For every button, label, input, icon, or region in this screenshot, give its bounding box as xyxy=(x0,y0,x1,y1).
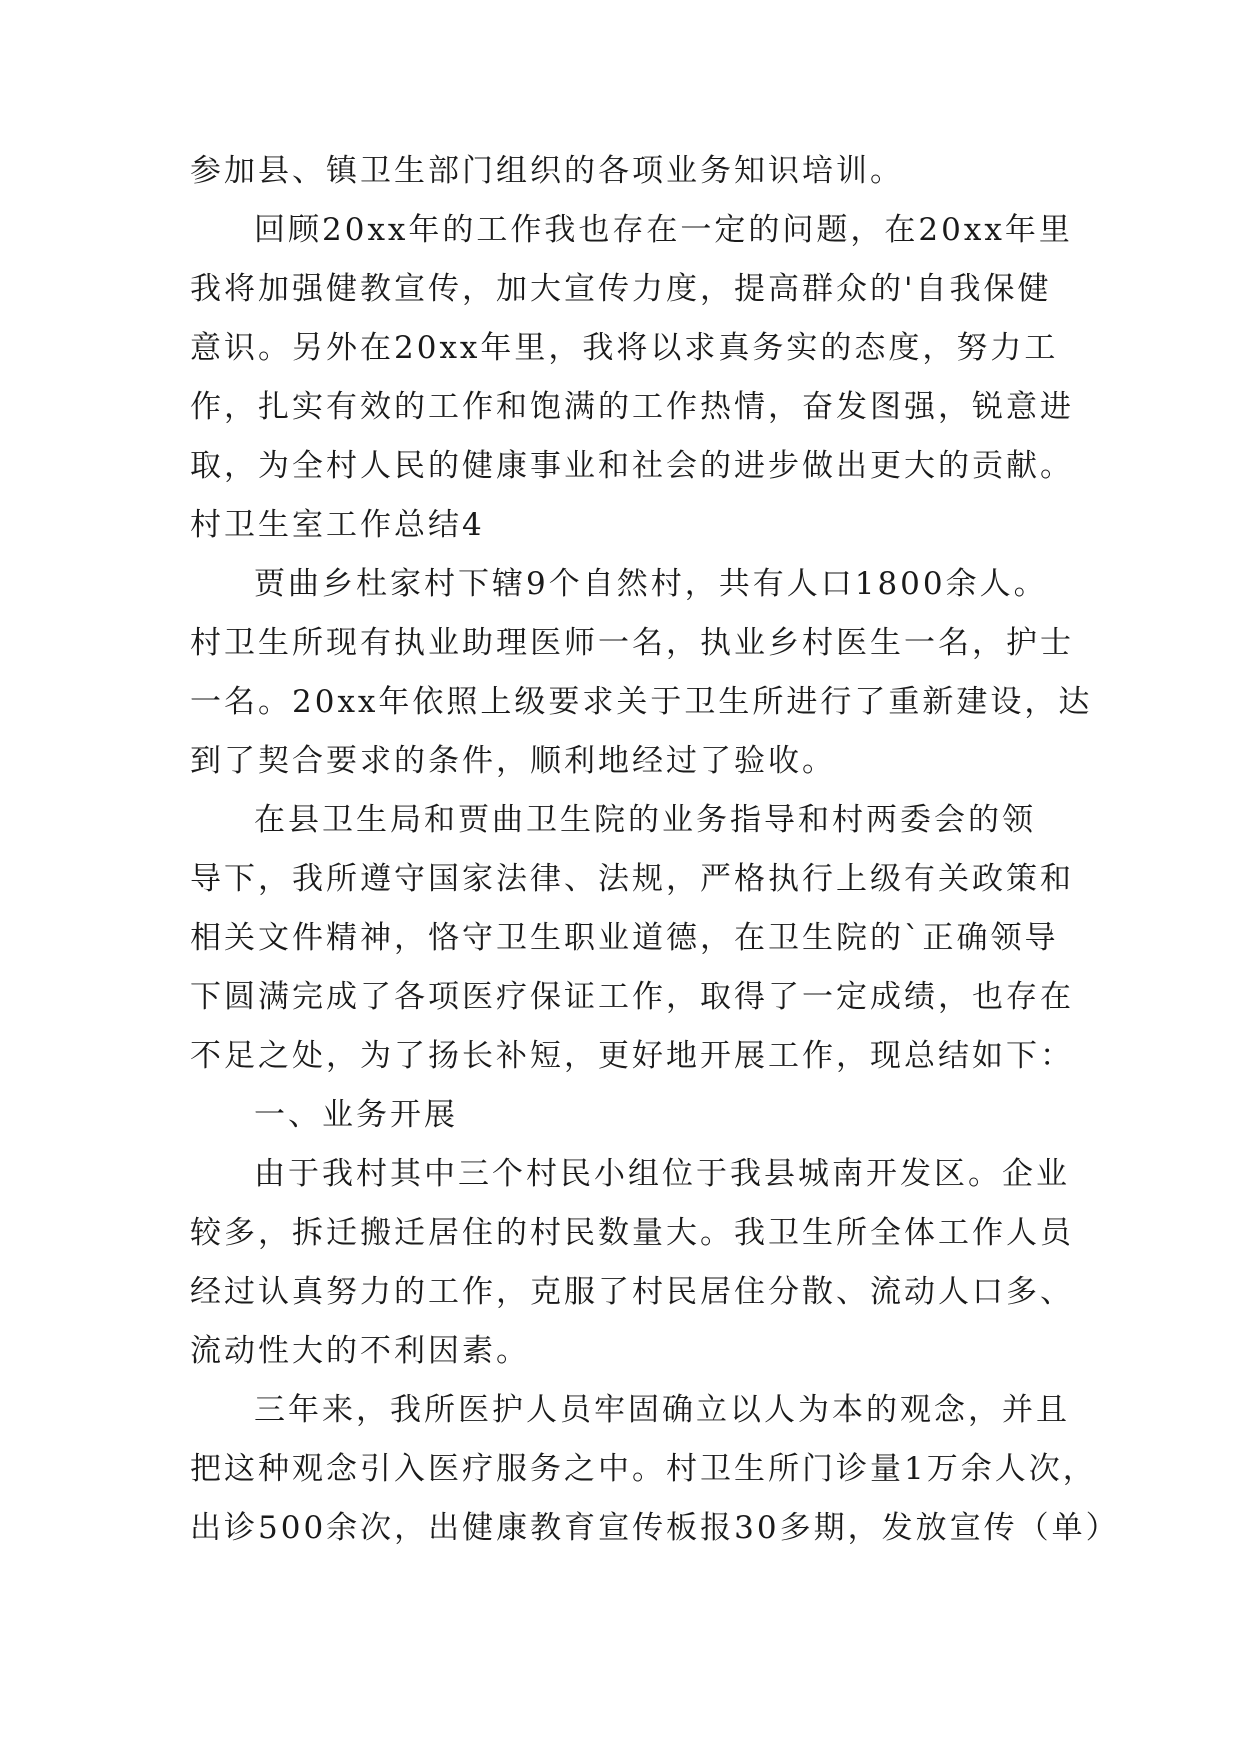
text-line: 较多，拆迁搬迁居住的村民数量大。我卫生所全体工作人员 xyxy=(190,1215,1074,1251)
text-line: 由于我村其中三个村民小组位于我县城南开发区。企业 xyxy=(254,1156,1070,1192)
text-line: 参加县、镇卫生部门组织的各项业务知识培训。 xyxy=(190,153,904,189)
text-line: 贾曲乡杜家村下辖9个自然村，共有人口1800余人。 xyxy=(254,566,1048,602)
text-line: 不足之处，为了扬长补短，更好地开展工作，现总结如下： xyxy=(190,1038,1074,1074)
text-line: 取，为全村人民的健康事业和社会的进步做出更大的贡献。 xyxy=(190,448,1074,484)
text-line: 相关文件精神，恪守卫生职业道德，在卫生院的`正确领导 xyxy=(190,920,1059,956)
text-line: 流动性大的不利因素。 xyxy=(190,1333,530,1369)
subsection-heading: 一、业务开展 xyxy=(254,1097,458,1133)
text-line: 在县卫生局和贾曲卫生院的业务指导和村两委会的领 xyxy=(254,802,1036,838)
text-line: 把这种观念引入医疗服务之中。村卫生所门诊量1万余人次， xyxy=(190,1451,1097,1487)
text-line: 回顾20xx年的工作我也存在一定的问题，在20xx年里 xyxy=(254,212,1073,248)
text-line: 村卫生所现有执业助理医师一名，执业乡村医生一名，护士 xyxy=(190,625,1074,661)
text-line: 意识。另外在20xx年里，我将以求真务实的态度，努力工 xyxy=(190,330,1059,366)
text-line: 到了契合要求的条件，顺利地经过了验收。 xyxy=(190,743,836,779)
text-line: 作，扎实有效的工作和饱满的工作热情，奋发图强，锐意进 xyxy=(190,389,1074,425)
text-line: 经过认真努力的工作，克服了村民居住分散、流动人口多、 xyxy=(190,1274,1074,1310)
text-line: 下圆满完成了各项医疗保证工作，取得了一定成绩，也存在 xyxy=(190,979,1074,1015)
text-line: 一名。20xx年依照上级要求关于卫生所进行了重新建设，达 xyxy=(190,684,1093,720)
text-line: 三年来，我所医护人员牢固确立以人为本的观念，并且 xyxy=(254,1392,1070,1428)
section-heading: 村卫生室工作总结4 xyxy=(190,507,485,543)
text-line: 导下，我所遵守国家法律、法规，严格执行上级有关政策和 xyxy=(190,861,1074,897)
text-line: 出诊500余次，出健康教育宣传板报30多期，发放宣传（单） xyxy=(190,1510,1120,1546)
text-line: 我将加强健教宣传，加大宣传力度，提高群众的'自我保健 xyxy=(190,271,1052,307)
